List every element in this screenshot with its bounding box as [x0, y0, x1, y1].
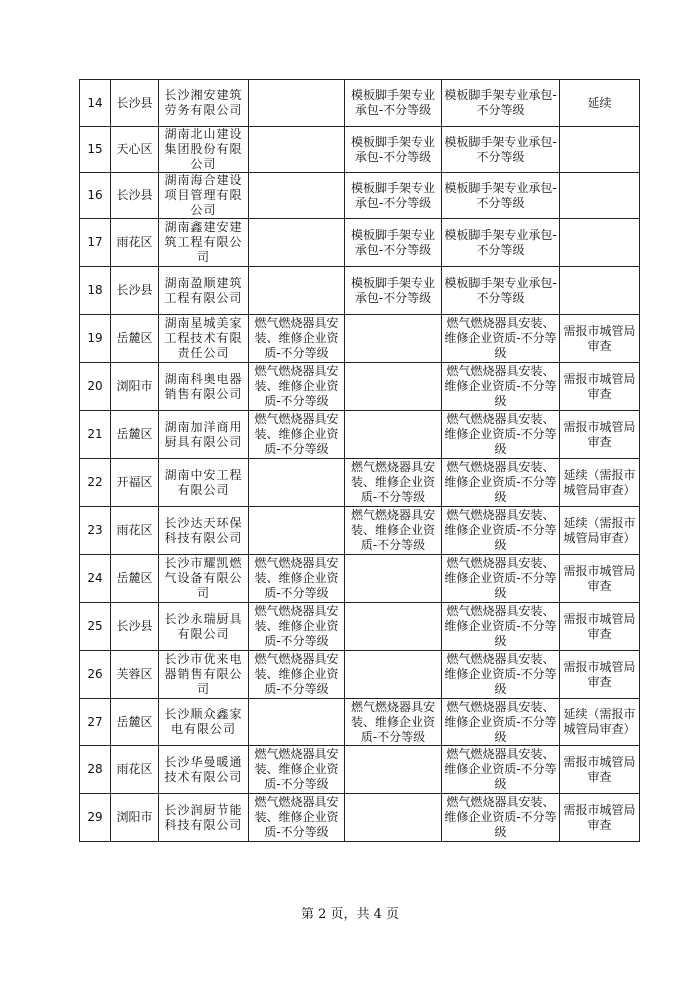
district-cell: 岳麓区: [111, 699, 159, 746]
row-number: 15: [80, 127, 111, 173]
applied-qualification-cell: [345, 794, 442, 842]
company-cell: 长沙润厨节能科技有限公司: [159, 794, 249, 842]
original-qualification-cell: [249, 267, 345, 315]
row-number: 27: [80, 699, 111, 746]
applied-qualification-cell: 模板脚手架专业承包-不分等级: [345, 80, 442, 127]
row-number: 20: [80, 363, 111, 411]
result-qualification-cell: 模板脚手架专业承包-不分等级: [442, 127, 560, 173]
original-qualification-cell: 燃气燃烧器具安装、维修企业资质-不分等级: [249, 603, 345, 651]
result-qualification-cell: 燃气燃烧器具安装、维修企业资质-不分等级: [442, 651, 560, 699]
row-number: 17: [80, 219, 111, 267]
company-cell: 长沙永瑞厨具有限公司: [159, 603, 249, 651]
district-cell: 长沙县: [111, 173, 159, 219]
company-cell: 湖南中安工程有限公司: [159, 459, 249, 507]
result-qualification-cell: 燃气燃烧器具安装、维修企业资质-不分等级: [442, 411, 560, 459]
company-cell: 长沙湘安建筑劳务有限公司: [159, 80, 249, 127]
original-qualification-cell: 燃气燃烧器具安装、维修企业资质-不分等级: [249, 651, 345, 699]
table-row: [80, 603, 640, 651]
row-number: 29: [80, 794, 111, 842]
remark-cell: 需报市城管局审查: [560, 794, 640, 842]
original-qualification-cell: 燃气燃烧器具安装、维修企业资质-不分等级: [249, 315, 345, 363]
row-number: 16: [80, 173, 111, 219]
applied-qualification-cell: [345, 746, 442, 794]
result-qualification-cell: 燃气燃烧器具安装、维修企业资质-不分等级: [442, 699, 560, 746]
row-number: 14: [80, 80, 111, 127]
row-number: 22: [80, 459, 111, 507]
applied-qualification-cell: [345, 411, 442, 459]
applied-qualification-cell: [345, 555, 442, 603]
page-footer: 第 2 页，共 4 页: [300, 907, 400, 922]
applied-qualification-cell: [345, 315, 442, 363]
remark-cell: [560, 219, 640, 267]
company-cell: 湖南海合建设项目管理有限公司: [159, 173, 249, 219]
table-row: [80, 411, 640, 459]
result-qualification-cell: 燃气燃烧器具安装、维修企业资质-不分等级: [442, 363, 560, 411]
row-number: 19: [80, 315, 111, 363]
result-qualification-cell: 燃气燃烧器具安装、维修企业资质-不分等级: [442, 603, 560, 651]
applied-qualification-cell: [345, 603, 442, 651]
row-number: 28: [80, 746, 111, 794]
original-qualification-cell: 燃气燃烧器具安装、维修企业资质-不分等级: [249, 746, 345, 794]
remark-cell: 需报市城管局审查: [560, 363, 640, 411]
company-cell: 长沙达天环保科技有限公司: [159, 507, 249, 555]
district-cell: 浏阳市: [111, 794, 159, 842]
company-cell: 长沙市优来电器销售有限公司: [159, 651, 249, 699]
row-number: 25: [80, 603, 111, 651]
applied-qualification-cell: 模板脚手架专业承包-不分等级: [345, 267, 442, 315]
table-row: [80, 651, 640, 699]
table-row: [80, 267, 640, 315]
result-qualification-cell: 模板脚手架专业承包-不分等级: [442, 219, 560, 267]
table-row: [80, 507, 640, 555]
company-cell: 湖南星城美家工程技术有限责任公司: [159, 315, 249, 363]
result-qualification-cell: 模板脚手架专业承包-不分等级: [442, 80, 560, 127]
original-qualification-cell: 燃气燃烧器具安装、维修企业资质-不分等级: [249, 794, 345, 842]
table-row: [80, 459, 640, 507]
company-cell: 长沙市耀凯燃气设备有限公司: [159, 555, 249, 603]
table-row: [80, 363, 640, 411]
result-qualification-cell: 燃气燃烧器具安装、维修企业资质-不分等级: [442, 315, 560, 363]
district-cell: 岳麓区: [111, 315, 159, 363]
company-cell: 长沙华曼暖通技术有限公司: [159, 746, 249, 794]
original-qualification-cell: [249, 219, 345, 267]
district-cell: 岳麓区: [111, 411, 159, 459]
result-qualification-cell: 燃气燃烧器具安装、维修企业资质-不分等级: [442, 746, 560, 794]
result-qualification-cell: 燃气燃烧器具安装、维修企业资质-不分等级: [442, 555, 560, 603]
row-number: 21: [80, 411, 111, 459]
table-row: [80, 315, 640, 363]
remark-cell: 需报市城管局审查: [560, 603, 640, 651]
table-row: [80, 794, 640, 842]
district-cell: 长沙县: [111, 267, 159, 315]
remark-cell: 需报市城管局审查: [560, 651, 640, 699]
original-qualification-cell: [249, 459, 345, 507]
applied-qualification-cell: 燃气燃烧器具安装、维修企业资质-不分等级: [345, 459, 442, 507]
result-qualification-cell: 模板脚手架专业承包-不分等级: [442, 173, 560, 219]
district-cell: 雨花区: [111, 507, 159, 555]
row-number: 23: [80, 507, 111, 555]
remark-cell: 延续（需报市城管局审查）: [560, 459, 640, 507]
result-qualification-cell: 燃气燃烧器具安装、维修企业资质-不分等级: [442, 794, 560, 842]
applied-qualification-cell: 模板脚手架专业承包-不分等级: [345, 173, 442, 219]
remark-cell: [560, 127, 640, 173]
row-number: 26: [80, 651, 111, 699]
applied-qualification-cell: [345, 651, 442, 699]
remark-cell: 需报市城管局审查: [560, 411, 640, 459]
original-qualification-cell: 燃气燃烧器具安装、维修企业资质-不分等级: [249, 411, 345, 459]
original-qualification-cell: [249, 127, 345, 173]
table-row: [80, 555, 640, 603]
company-cell: 长沙顺众鑫家电有限公司: [159, 699, 249, 746]
table-row: [80, 219, 640, 267]
company-cell: 湖南加洋商用厨具有限公司: [159, 411, 249, 459]
qualification-table: [79, 79, 640, 842]
district-cell: 芙蓉区: [111, 651, 159, 699]
table-row: [80, 173, 640, 219]
result-qualification-cell: 燃气燃烧器具安装、维修企业资质-不分等级: [442, 459, 560, 507]
remark-cell: 需报市城管局审查: [560, 315, 640, 363]
remark-cell: [560, 173, 640, 219]
result-qualification-cell: 燃气燃烧器具安装、维修企业资质-不分等级: [442, 507, 560, 555]
district-cell: 岳麓区: [111, 555, 159, 603]
original-qualification-cell: 燃气燃烧器具安装、维修企业资质-不分等级: [249, 363, 345, 411]
company-cell: 湖南鑫建安建筑工程有限公司: [159, 219, 249, 267]
row-number: 24: [80, 555, 111, 603]
table-row: [80, 127, 640, 173]
remark-cell: 延续（需报市城管局审查）: [560, 699, 640, 746]
applied-qualification-cell: 燃气燃烧器具安装、维修企业资质-不分等级: [345, 507, 442, 555]
company-cell: 湖南盈顺建筑工程有限公司: [159, 267, 249, 315]
district-cell: 雨花区: [111, 746, 159, 794]
table-row: [80, 746, 640, 794]
table-body: [80, 80, 640, 842]
original-qualification-cell: 燃气燃烧器具安装、维修企业资质-不分等级: [249, 555, 345, 603]
company-cell: 湖南北山建设集团股份有限公司: [159, 127, 249, 173]
remark-cell: 延续（需报市城管局审查）: [560, 507, 640, 555]
district-cell: 浏阳市: [111, 363, 159, 411]
remark-cell: 延续: [560, 80, 640, 127]
table-row: [80, 699, 640, 746]
result-qualification-cell: 模板脚手架专业承包-不分等级: [442, 267, 560, 315]
original-qualification-cell: [249, 173, 345, 219]
remark-cell: 需报市城管局审查: [560, 555, 640, 603]
original-qualification-cell: [249, 80, 345, 127]
district-cell: 长沙县: [111, 603, 159, 651]
district-cell: 雨花区: [111, 219, 159, 267]
applied-qualification-cell: 模板脚手架专业承包-不分等级: [345, 127, 442, 173]
row-number: 18: [80, 267, 111, 315]
applied-qualification-cell: 模板脚手架专业承包-不分等级: [345, 219, 442, 267]
district-cell: 开福区: [111, 459, 159, 507]
remark-cell: 需报市城管局审查: [560, 746, 640, 794]
district-cell: 长沙县: [111, 80, 159, 127]
applied-qualification-cell: 燃气燃烧器具安装、维修企业资质-不分等级: [345, 699, 442, 746]
remark-cell: [560, 267, 640, 315]
applied-qualification-cell: [345, 363, 442, 411]
original-qualification-cell: [249, 507, 345, 555]
table-row: [80, 80, 640, 127]
company-cell: 湖南科奥电器销售有限公司: [159, 363, 249, 411]
original-qualification-cell: [249, 699, 345, 746]
district-cell: 天心区: [111, 127, 159, 173]
